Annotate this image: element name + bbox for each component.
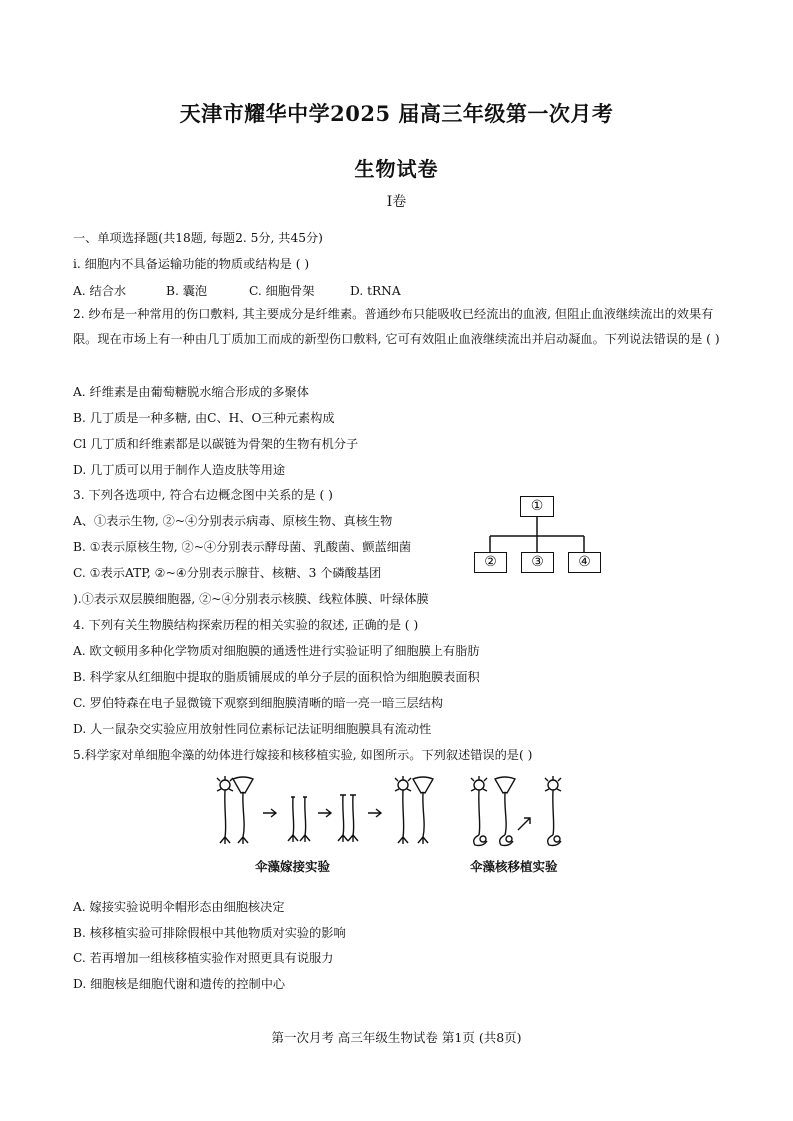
- q2-option-c: Cl 几丁质和纤维素都是以碳链为骨架的生物有机分子: [73, 437, 359, 451]
- q3-option-d: ).①表示双层膜细胞器, ②~④分别表示核膜、线粒体膜、叶绿体膜: [73, 592, 429, 606]
- concept-node-1: ①: [520, 496, 554, 517]
- concept-node-4: ④: [568, 552, 601, 573]
- concept-node-3: ③: [521, 552, 554, 573]
- q2-option-d: D. 几丁质可以用于制作人造皮肤等用途: [73, 463, 286, 477]
- q5-stem: 5.科学家对单细胞伞藻的幼体进行嫁接和核移植实验, 如图所示。下列叙述错误的是( ): [73, 748, 533, 762]
- q1-option-a: A. 结合水: [73, 284, 127, 298]
- q1-options: [73, 282, 401, 299]
- grafting-caption: 伞藻嫁接实验: [255, 859, 331, 874]
- subject-title: 生物试卷: [354, 157, 439, 181]
- acetabularia-figure: [213, 775, 588, 875]
- q4-option-d: D. 人一鼠杂交实验应用放射性同位素标记法证明细胞膜具有流动性: [73, 722, 432, 736]
- q3-option-a: A、①表示生物, ②~④分别表示病毒、原核生物、真核生物: [73, 514, 393, 528]
- section-heading: 一、单项选择题(共18题, 每题2. 5分, 共45分): [73, 231, 323, 245]
- q5-option-b: B. 核移植实验可排除假根中其他物质对实验的影响: [73, 926, 346, 940]
- q3-option-c: C. ①表示ATP, ②~④分别表示腺苷、核糖、3 个磷酸基团: [73, 566, 382, 580]
- q2-option-a: A. 纤维素是由葡萄糖脱水缩合形成的多聚体: [73, 385, 309, 399]
- q1-option-b: B. 囊泡: [166, 284, 208, 298]
- concept-diagram: [470, 494, 610, 578]
- q1-option-c: C. 细胞骨架: [249, 284, 315, 298]
- q4-stem: 4. 下列有关生物膜结构探索历程的相关实验的叙述, 正确的是 ( ): [73, 618, 419, 632]
- concept-node-2: ②: [474, 552, 507, 573]
- q3-stem: 3. 下列各选项中, 符合右边概念图中关系的是 ( ): [73, 488, 333, 502]
- q4-option-a: A. 欧文顿用多种化学物质对细胞膜的通透性进行实验证明了细胞膜上有脂肪: [73, 644, 480, 658]
- q3-option-b: B. ①表示原核生物, ②~④分别表示酵母菌、乳酸菌、颤蓝细菌: [73, 540, 412, 554]
- q5-option-c: C. 若再增加一组核移植实验作对照更具有说服力: [73, 951, 334, 965]
- acetabularia-drawing: [213, 775, 588, 853]
- q2-option-b: B. 几丁质是一种多糖, 由C、H、O三种元素构成: [73, 411, 335, 425]
- q4-option-c: C. 罗伯特森在电子显微镜下观察到细胞膜清晰的暗一亮一暗三层结构: [73, 696, 444, 710]
- q2-stem: 2. 纱布是一种常用的伤口敷料, 其主要成分是纤维素。普通纱布只能吸收已经流出的血液, 但阻止血液继续流出的效果有限。现在市场上有一种由几丁质加工而成的新型伤口敷料, 它可有效阻止血液继续流出并启动凝血。下列说法错误的是 ( ): [73, 307, 720, 346]
- transplant-caption: 伞藻核移植实验: [470, 859, 558, 874]
- q1-option-d: D. tRNA: [350, 284, 401, 298]
- q5-option-a: A. 嫁接实验说明伞帽形态由细胞核决定: [73, 900, 285, 914]
- q5-option-d: D. 细胞核是细胞代谢和遗传的控制中心: [73, 977, 286, 991]
- exam-title: 天津市耀华中学2025 届高三年级第一次月考: [179, 101, 614, 126]
- q4-option-b: B. 科学家从红细胞中提取的脂质铺展成的单分子层的面积恰为细胞膜表面积: [73, 670, 480, 684]
- page-footer: 第一次月考 高三年级生物试卷 第1页 (共8页): [271, 1030, 522, 1045]
- q1-stem: i. 细胞内不具备运输功能的物质或结构是 ( ): [73, 257, 310, 271]
- volume-label: I卷: [386, 194, 407, 210]
